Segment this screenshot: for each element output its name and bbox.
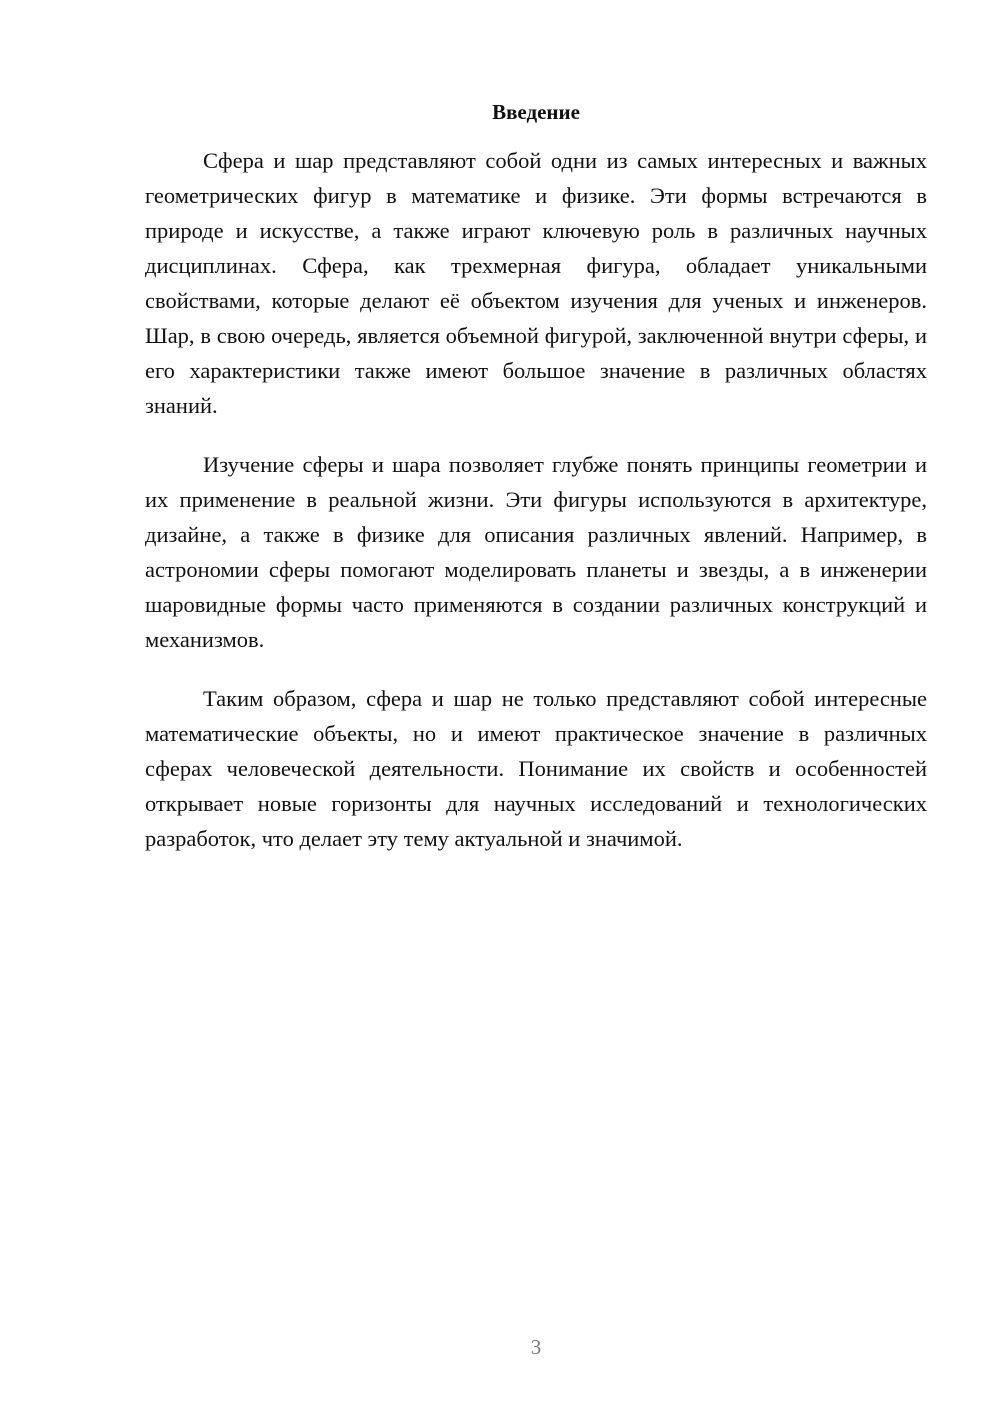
- body-text: [145, 143, 927, 880]
- paragraph-2: Изучение сферы и шара позволяет глубже понять принципы геометрии и их применение в реальной жизни. Эти фигуры используются в архитектуре, дизайне, а также в физике для описания различных явлений. Например, в астрономии сферы помогают моделировать планеты и звезды, а в инженерии шаровидные формы часто применяются в создании различных конструкций и механизмов.: [145, 452, 927, 652]
- paragraph-1: Сфера и шар представляют собой одни из самых интересных и важных геометрических фигур в математике и физике. Эти формы встречаются в природе и искусстве, а также играют ключевую роль в различных научных дисциплинах. Сфера, как трехмерная фигура, обладает уникальными свойствами, которые делают её объектом изучения для ученых и инженеров. Шар, в свою очередь, является объемной фигурой, заключенной внутри сферы, и его характеристики также имеют большое значение в различных областях знаний.: [145, 148, 927, 418]
- paragraph-3: Таким образом, сфера и шар не только представляют собой интересные математические объекты, но и имеют практическое значение в различных сферах человеческой деятельности. Понимание их свойств и особенностей открывает новые горизонты для научных исследований и технологических разработок, что делает эту тему актуальной и значимой.: [145, 686, 927, 851]
- section-heading: Введение: [492, 100, 580, 124]
- page-number: 3: [530, 1335, 542, 1359]
